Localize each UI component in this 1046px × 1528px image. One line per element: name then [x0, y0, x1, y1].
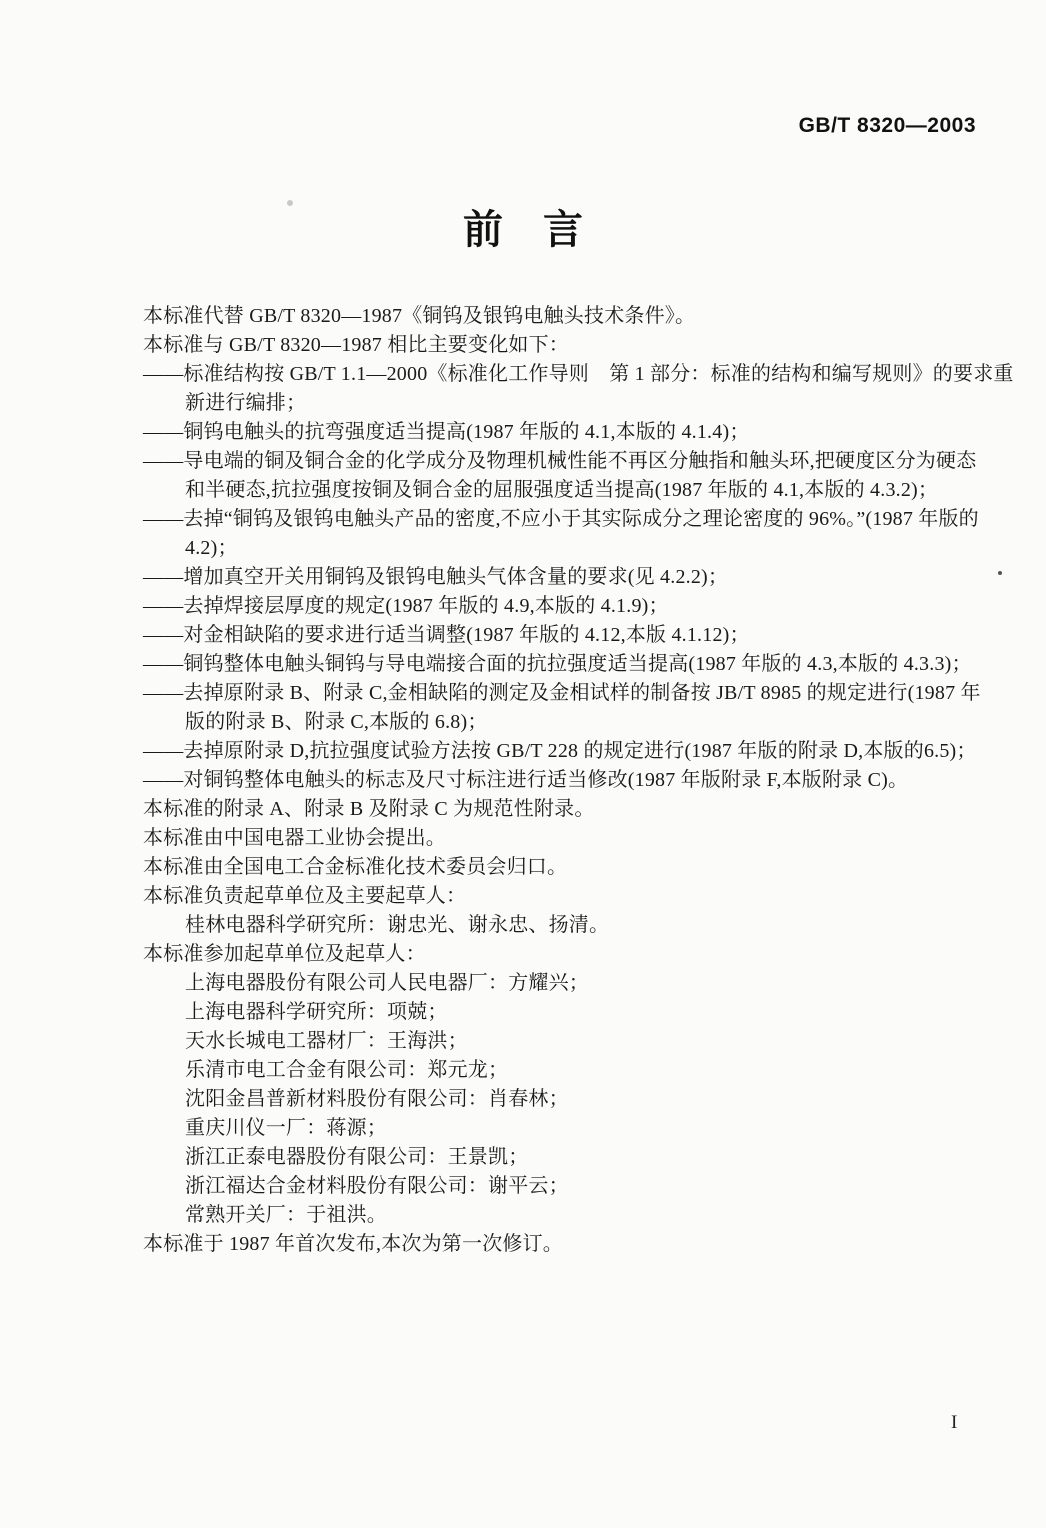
text-line: 乐清市电工合金有限公司：郑元龙；	[185, 1059, 509, 1081]
text-line: 常熟开关厂：于祖洪。	[185, 1204, 387, 1226]
text-line: 版的附录 B、附录 C,本版的 6.8)；	[185, 711, 488, 733]
text-line: 本标准于 1987 年首次发布,本次为第一次修订。	[143, 1233, 563, 1255]
text-line: ——对金相缺陷的要求进行适当调整(1987 年版的 4.12,本版 4.1.12)；	[143, 624, 750, 646]
text-line: 本标准由全国电工合金标准化技术委员会归口。	[143, 856, 568, 878]
text-line: 天水长城电工器材厂：王海洪；	[185, 1030, 468, 1052]
text-line: 上海电器股份有限公司人民电器厂：方耀兴；	[185, 972, 589, 994]
page-number: I	[951, 1412, 958, 1433]
text-line: 浙江正泰电器股份有限公司：王景凯；	[185, 1146, 529, 1168]
text-line: 本标准的附录 A、附录 B 及附录 C 为规范性附录。	[143, 798, 595, 820]
text-line: 本标准与 GB/T 8320—1987 相比主要变化如下：	[143, 334, 569, 356]
text-line: 本标准参加起草单位及起草人：	[143, 943, 426, 965]
text-line: ——增加真空开关用铜钨及银钨电触头气体含量的要求(见 4.2.2)；	[143, 566, 729, 588]
text-line: 本标准由中国电器工业协会提出。	[143, 827, 446, 849]
standard-code: GB/T 8320—2003	[798, 114, 976, 137]
text-line: ——导电端的铜及铜合金的化学成分及物理机械性能不再区分触指和触头环,把硬度区分为硬态	[143, 450, 977, 472]
text-line: 4.2)；	[185, 537, 238, 559]
text-line: ——铜钨电触头的抗弯强度适当提高(1987 年版的 4.1,本版的 4.1.4)；	[143, 421, 750, 443]
text-line: ——去掉原附录 B、附录 C,金相缺陷的测定及金相试样的制备按 JB/T 8985 的规定进行(1987 年	[143, 682, 981, 704]
text-line: 上海电器科学研究所：项兢；	[185, 1001, 448, 1023]
text-line: ——去掉原附录 D,抗拉强度试验方法按 GB/T 228 的规定进行(1987 年版的附录 D,本版的6.5)；	[143, 740, 977, 762]
text-line: 新进行编排；	[185, 392, 307, 414]
text-line: ——去掉焊接层厚度的规定(1987 年版的 4.9,本版的 4.1.9)；	[143, 595, 669, 617]
text-line: 沈阳金昌普新材料股份有限公司：肖春林；	[185, 1088, 569, 1110]
text-line: ——铜钨整体电触头铜钨与导电端接合面的抗拉强度适当提高(1987 年版的 4.3,本版的 4.3.3)；	[143, 653, 972, 675]
content-lines	[143, 302, 1014, 1259]
text-line: 桂林电器科学研究所：谢忠光、谢永忠、扬清。	[185, 914, 610, 936]
text-line: ——标准结构按 GB/T 1.1—2000《标准化工作导则 第 1 部分：标准的结构和编写规则》的要求重	[143, 363, 1014, 385]
text-line: ——去掉“铜钨及银钨电触头产品的密度,不应小于其实际成分之理论密度的 96%。”(1987 年版的	[143, 508, 979, 530]
text-line: 重庆川仪一厂：蒋源；	[185, 1117, 387, 1139]
text-line: 本标准代替 GB/T 8320—1987《铜钨及银钨电触头技术条件》。	[143, 305, 696, 327]
text-line: 本标准负责起草单位及主要起草人：	[143, 885, 467, 907]
page-title: 前 言	[463, 208, 583, 252]
scan-speck	[287, 200, 293, 206]
text-line: 和半硬态,抗拉强度按铜及铜合金的屈服强度适当提高(1987 年版的 4.1,本版的 4.3.2)；	[185, 479, 939, 501]
scan-speck	[998, 571, 1002, 575]
text-line: 浙江福达合金材料股份有限公司：谢平云；	[185, 1175, 569, 1197]
text-line: ——对铜钨整体电触头的标志及尺寸标注进行适当修改(1987 年版附录 F,本版附录 C)。	[143, 769, 909, 791]
